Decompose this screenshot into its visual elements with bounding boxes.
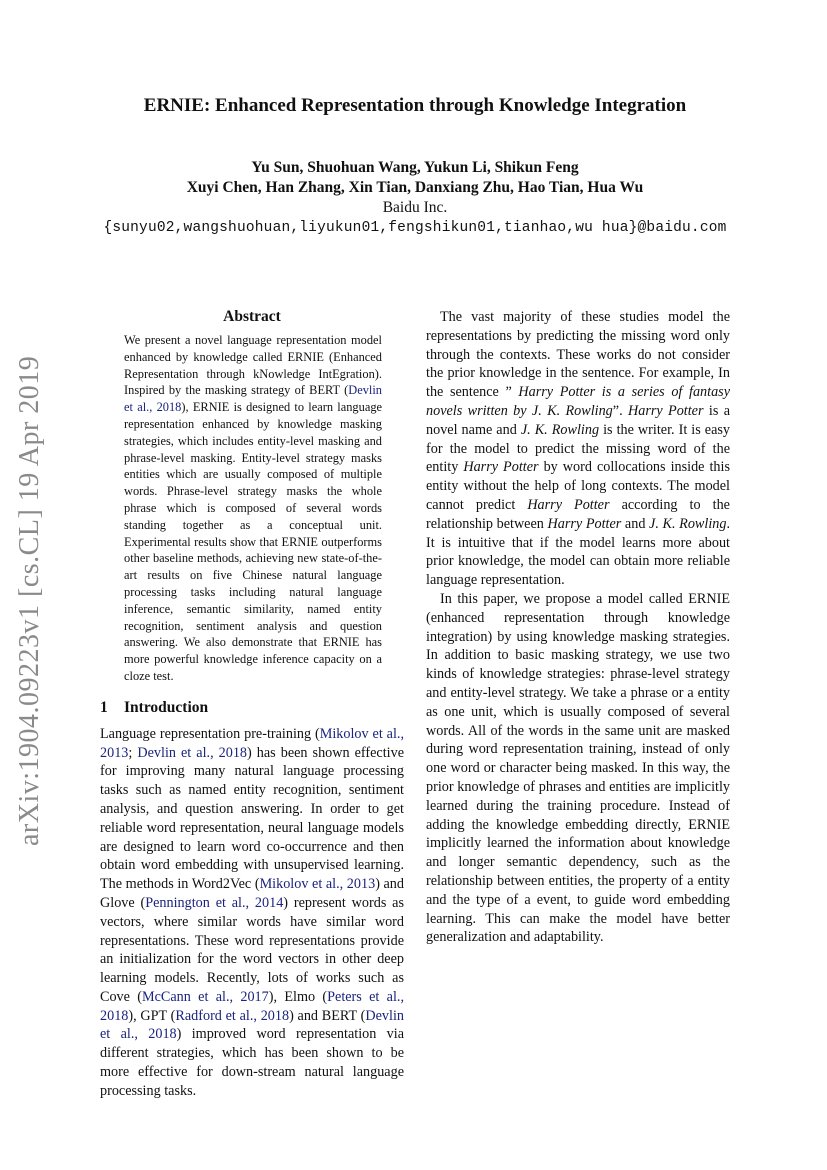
citation-link[interactable]: Devlin et al., 2018 [137,744,248,761]
text-span: ”. [612,402,628,419]
citation-link[interactable]: Mikolov et al., 2013 [259,876,376,893]
text-span: Language representation pre-training ( [100,725,320,742]
text-span: . It is intuitive that if the model learns more about prior knowledge, the model can obtain more reliable language representation. [426,515,730,589]
author-line-2: Xuyi Chen, Han Zhang, Xin Tian, Danxiang Zhu, Hao Tian, Hua Wu [186,179,644,196]
citation-link[interactable]: Pennington et al., 2014 [145,894,284,911]
citation-link[interactable]: Radford et al., 2018 [175,1007,290,1024]
abstract-heading: Abstract [223,308,281,325]
emphasis: J. K. Rowling [649,515,727,532]
text-span: is the writer. It is easy for the model to predict the missing word of the entity [426,421,730,476]
text-span: ; [128,744,138,761]
arxiv-identifier-stamp: arXiv:1904.09223v1 [cs.CL] 19 Apr 2019 [14,355,45,846]
paper-title: ERNIE: Enhanced Representation through Knowledge Integration [143,95,687,116]
citation-link[interactable]: Devlin et al., 2018 [124,383,382,415]
emphasis: Harry Potter [527,496,610,513]
text-span: ) and BERT ( [289,1007,366,1024]
text-span: according to the relationship between [426,496,730,532]
section-number: 1 [100,698,108,716]
emphasis: Harry Potter [628,402,704,419]
emphasis: Harry Potter is a series of fantasy novels written by J. K. Rowling [426,384,730,419]
author-block [60,158,770,238]
section-title: Introduction [124,698,209,716]
text-span: ) improved word representation via different strategies, which has been shown to be more effective for down-stream natural language processing tasks. [100,1026,404,1099]
intro-paragraph-3: In this paper, we propose a model called ERNIE (enhanced representation through knowledge integration) by using knowledge masking strategies. In addition to basic masking strategy, we use two kinds of knowledge strategies: phrase-level strategy and entity-level strategy. We take a phrase or a entity as one unit, which is usually composed of several words. All of the words in the same unit are masked during word representation training, instead of only one word or character being masked. In this way, the prior knowledge of phrases and entities are implicitly learned during the training procedure. Instead of adding the knowledge embedding directly, ERNIE implicitly learned the information about knowledge and longer semantic dependency, such as the relationship between entities, the property of a entity and the type of a event, to guide word embedding learning. This can make the model have better generalization and adaptability. [426,590,730,946]
citation-link[interactable]: Devlin et al., 2018 [100,1007,405,1043]
text-span: ) has been shown effective for improving many natural language processing tasks such as named entity recognition, sentiment analysis, and question answering. In order to get reliable word representation, neural language models are designed to learn word co-occurrence and then obtain word embedding with unsupervised learning. The methods in Word2Vec ( [100,744,404,893]
abstract-text [124,332,382,685]
right-column [426,308,730,947]
text-span: ), Elmo ( [268,988,328,1005]
abstract-text-part: ), ERNIE is designed to learn language representation enhanced by knowledge masking strategies, which includes entity-level masking and phrase-level masking. Entity-level strategy masks entities which are usually composed of multiple words. Phrase-level strategy masks the whole phrase which is composed of several words standing together as a conceptual unit. Experimental results show that ERNIE outperforms other baseline methods, achieving new state-of-the-art results on five Chinese natural language processing tasks including natural language inference, semantic similarity, named entity recognition, sentiment analysis and question answering. We also demonstrate that ERNIE has more powerful knowledge inference capacity on a cloze test. [124,400,383,683]
author-line-1: Yu Sun, Shuohuan Wang, Yukun Li, Shikun Feng [251,159,579,176]
section-heading-introduction [100,699,404,717]
citation-link[interactable]: McCann et al., 2017 [142,988,269,1005]
citation-link[interactable]: Peters et al., 2018 [100,988,404,1024]
text-span: and [621,515,650,532]
text-span: The vast majority of these studies model the representations by predicting the missing word only through the contexts. These works do not consider the prior knowledge in the sentence. For example, In the sentence ” [426,309,730,401]
emphasis: Harry Potter [463,459,539,476]
emphasis: Harry Potter [547,515,622,532]
text-span: ) and Glove ( [100,876,404,911]
emphasis: J. K. Rowling [520,421,600,438]
text-span: ) represent words as vectors, where similar words have similar word representations. These word representations provide an initialization for the word vectors in other deep learning models. Recently, lots of works such as Cove ( [100,894,404,1005]
abstract-text-part: We present a novel language representation model enhanced by knowledge called ERNIE (Enhanced Representation through kNowledge IntEgration). Inspired by the masking strategy of BERT ( [124,333,382,398]
text-span: is a novel name and [426,402,730,438]
citation-link[interactable]: Mikolov et al., 2013 [100,725,405,761]
left-column [100,308,404,1101]
affiliation: Baidu Inc. [382,199,448,216]
intro-paragraph-1 [100,725,404,1101]
text-span: ), GPT ( [128,1007,176,1024]
text-span: by word collocations inside this entity without the help of long contexts. The model cannot predict [426,459,730,513]
author-emails: {sunyu02,wangshuohuan,liyukun01,fengshikun01,tianhao,wu hua}@baidu.com [103,220,727,236]
intro-paragraph-2 [426,308,730,590]
